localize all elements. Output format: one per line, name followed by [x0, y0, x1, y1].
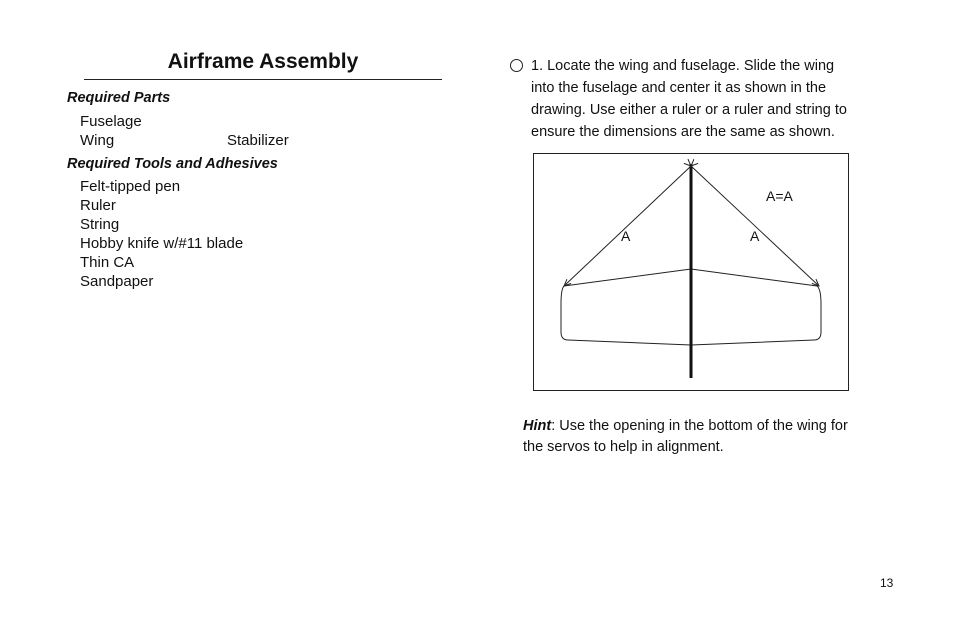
tool-item-ruler: Ruler [80, 197, 116, 214]
tool-item-thin-ca: Thin CA [80, 254, 135, 271]
hint-text: : Use the opening in the bottom of the wing for the servos to help in alignment. [523, 418, 848, 455]
part-item-fuselage: Fuselage [80, 113, 142, 130]
label-left-a: A [621, 228, 631, 244]
measure-line-right [691, 166, 819, 286]
part-item-stabilizer: Stabilizer [227, 132, 289, 149]
label-right-a: A [750, 228, 760, 244]
measure-line-left [564, 166, 691, 286]
hint-paragraph [523, 416, 849, 458]
required-parts-heading: Required Parts [67, 90, 171, 106]
tool-item-string: String [80, 216, 120, 233]
hint-label: Hint [523, 418, 552, 434]
label-equal: A=A [766, 188, 793, 204]
title-divider [84, 79, 442, 80]
step-checkbox[interactable] [510, 59, 523, 72]
tool-item-hobby-knife: Hobby knife w/#11 blade [80, 235, 244, 252]
page-number: 13 [880, 576, 894, 590]
page-title: Airframe Assembly [167, 50, 359, 73]
tool-item-sandpaper: Sandpaper [80, 273, 154, 290]
tool-item-pen: Felt-tipped pen [80, 178, 181, 195]
wing-alignment-drawing [534, 154, 848, 390]
required-tools-heading: Required Tools and Adhesives [67, 156, 278, 172]
wing-alignment-figure [533, 153, 849, 391]
part-item-wing: Wing [80, 132, 115, 149]
step-instruction: 1. Locate the wing and fuselage. Slide the wing into the fuselage and center it as shown in the drawing. Use either a ruler or a ruler and string to ensure the dimensions are the same as shown. [531, 58, 847, 140]
